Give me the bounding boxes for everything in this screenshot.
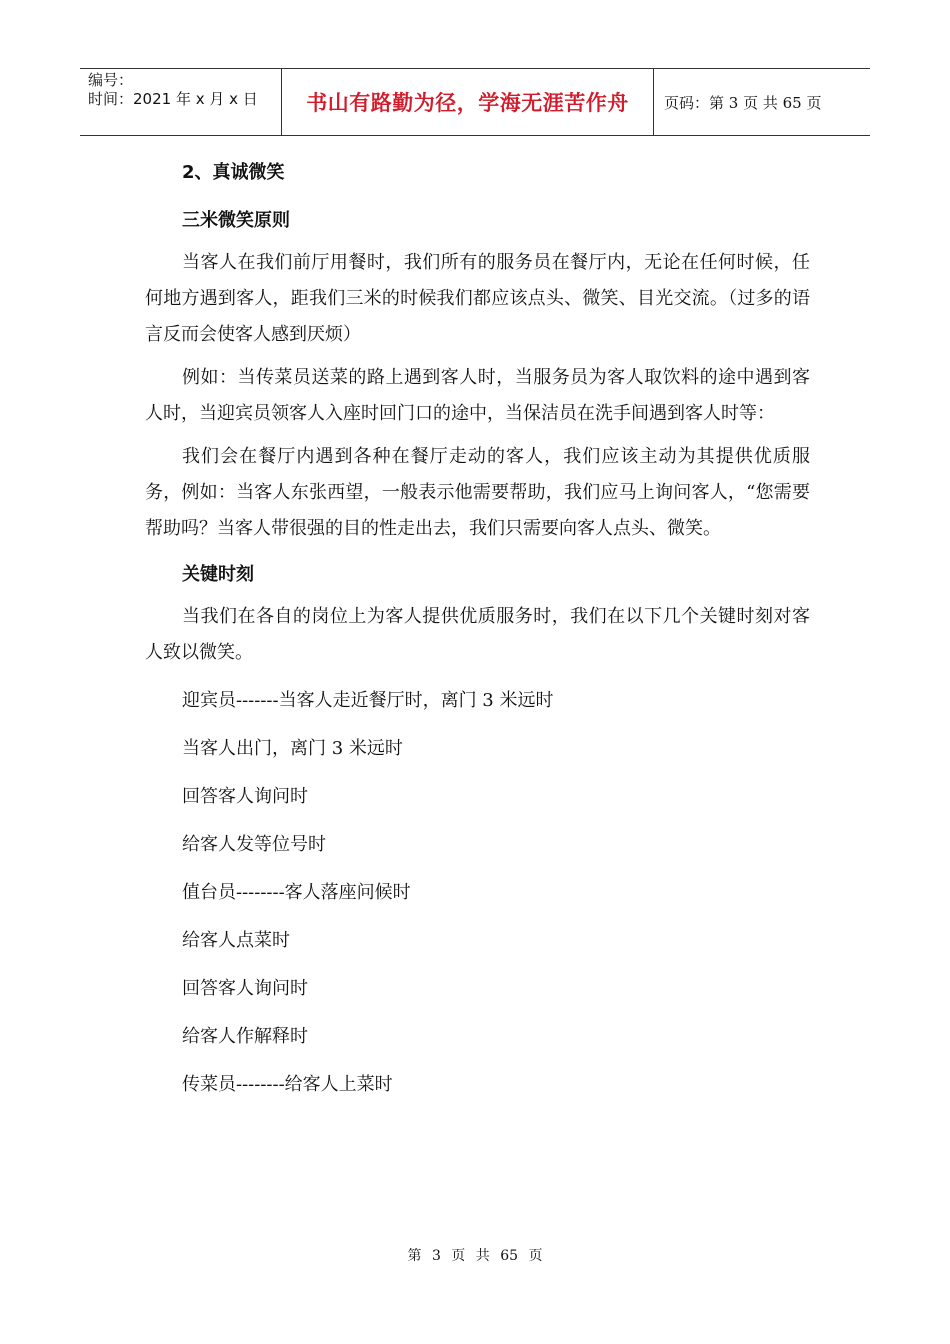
list-item: 当客人出门，离门 3 米远时 bbox=[182, 738, 403, 759]
list-item: 迎宾员-------当客人走近餐厅时，离门 3 米远时 bbox=[182, 690, 554, 711]
document-date-label: 时间：2021 年 x 月 x 日 bbox=[88, 90, 258, 108]
paragraph-proactive-service: 我们会在餐厅内遇到各种在餐厅走动的客人，我们应该主动为其提供优质服务，例如：当客人东张西望，一般表示他需要帮助，我们应马上询问客人，“您需要帮助吗？当客人带很强的目的性走出去，我们只需要向客人点头、微笑。 bbox=[145, 446, 810, 539]
section-title: 2、真诚微笑 bbox=[182, 162, 285, 183]
list-item: 给客人作解释时 bbox=[182, 1026, 308, 1047]
list-item: 回答客人询问时 bbox=[182, 786, 308, 807]
document-body bbox=[145, 150, 810, 1097]
list-item: 传菜员--------给客人上菜时 bbox=[182, 1074, 393, 1095]
subheading-key-moments: 关键时刻 bbox=[182, 564, 254, 585]
paragraph-three-meter-rule: 当客人在我们前厅用餐时，我们所有的服务员在餐厅内，无论在任何时候，任何地方遇到客人，距我们三米的时候我们都应该点头、微笑、目光交流。（过多的语言反而会使客人感到厌烦） bbox=[145, 252, 810, 345]
page-footer: 第 3 页 共 65 页 bbox=[407, 1248, 543, 1264]
subheading-three-meter-smile: 三米微笑原则 bbox=[182, 210, 290, 231]
header-page-cell bbox=[654, 69, 870, 135]
list-item: 给客人发等位号时 bbox=[182, 834, 326, 855]
list-item: 值台员--------客人落座问候时 bbox=[182, 882, 411, 903]
header-meta-cell bbox=[80, 69, 282, 135]
document-header bbox=[80, 68, 870, 136]
header-motto: 书山有路勤为径，学海无涯苦作舟 bbox=[306, 91, 629, 115]
list-item: 给客人点菜时 bbox=[182, 930, 290, 951]
paragraph-examples: 例如：当传菜员送菜的路上遇到客人时，当服务员为客人取饮料的途中遇到客人时，当迎宾员领客人入座时回门口的途中，当保洁员在洗手间遇到客人时等： bbox=[145, 367, 810, 424]
document-number-label: 编号： bbox=[88, 71, 134, 89]
header-motto-cell bbox=[282, 69, 654, 135]
list-item: 回答客人询问时 bbox=[182, 978, 308, 999]
header-page-number: 页码：第 3 页 共 65 页 bbox=[664, 93, 822, 112]
paragraph-key-moments-intro: 当我们在各自的岗位上为客人提供优质服务时，我们在以下几个关键时刻对客人致以微笑。 bbox=[145, 606, 810, 663]
